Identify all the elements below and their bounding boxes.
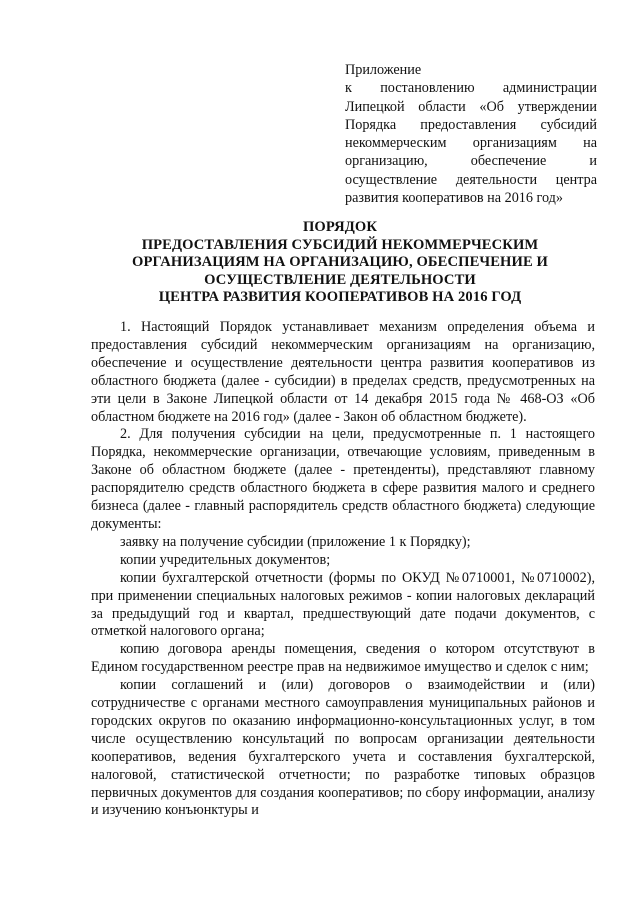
list-item-founding-docs: копии учредительных документов; [120, 551, 331, 568]
appendix-text: к постановлению администрации Липецкой области «Об утверждении Порядка предоставления субсидий некоммерческим организациям на организацию, обеспечение и осуществление деятельности центра развития кооперативов на 2016 год» [345, 80, 597, 207]
appendix-note [345, 61, 597, 207]
heading-line-5: ЦЕНТРА РАЗВИТИЯ КООПЕРАТИВОВ НА 2016 ГОД [158, 289, 522, 306]
appendix-title: Приложение [345, 62, 422, 78]
heading-line-4: ОСУЩЕСТВЛЕНИЕ ДЕЯТЕЛЬНОСТИ [204, 271, 476, 288]
list-item-application: заявку на получение субсидии (приложение 1 к Порядку); [120, 533, 471, 550]
document-heading [90, 219, 590, 307]
heading-line-3: ОРГАНИЗАЦИЯМ НА ОРГАНИЗАЦИЮ, ОБЕСПЕЧЕНИЕ И [132, 254, 548, 271]
heading-line-1: ПОРЯДОК [302, 219, 378, 235]
list-item-lease: копию договора аренды помещения, сведения о котором отсутствуют в Едином государственном реестре прав на недвижимое имущество и сделок с ним; [91, 641, 595, 676]
heading-line-2: ПРЕДОСТАВЛЕНИЯ СУБСИДИЙ НЕКОММЕРЧЕСКИМ [141, 236, 539, 253]
paragraph-2: 2. Для получения субсидии на цели, предусмотренные п. 1 настоящего Порядка, некоммерческие организации, отвечающие условиям, приведенным в Законе об областном бюджете (далее - претенденты), представляют главному распорядителю средств областного бюджета в сфере развития малого и среднего бизнеса (далее - главный распорядитель средств областного бюджета) следующие документы: [91, 426, 595, 532]
list-item-accounting: копии бухгалтерской отчетности (формы по ОКУД №0710001, №0710002), при применении специальных налоговых режимов - копии налоговых деклараций за предыдущий год и квартал, предшествующий дате подачи документов, с отметкой налогового органа; [91, 569, 595, 640]
list-item-agreements: копии соглашений и (или) договоров о взаимодействии и (или) сотрудничестве с органами местного самоуправления муниципальных районов и городских округов по оказанию информационно-консультационных услуг, в том числе осуществлению консультаций по вопросам организации деятельности кооперативов, ведения бухгалтерского учета и составления бухгалтерской, налоговой, статистической отчетности; по разработке типовых образцов первичных документов для создания кооперативов; по сбору информации, анализу и изучению конъюнктуры и [91, 677, 595, 819]
document-body [91, 319, 595, 820]
paragraph-1: 1. Настоящий Порядок устанавливает механизм определения объема и предоставления субсидий некоммерческим организациям на организацию, обеспечение и осуществление деятельности центра развития кооперативов из областного бюджета (далее - субсидии) в пределах средств, предусмотренных на эти цели в Законе Липецкой области от 14 декабря 2015 года № 468-ОЗ «Об областном бюджете на 2016 год» (далее - Закон об областном бюджете). [91, 319, 595, 425]
